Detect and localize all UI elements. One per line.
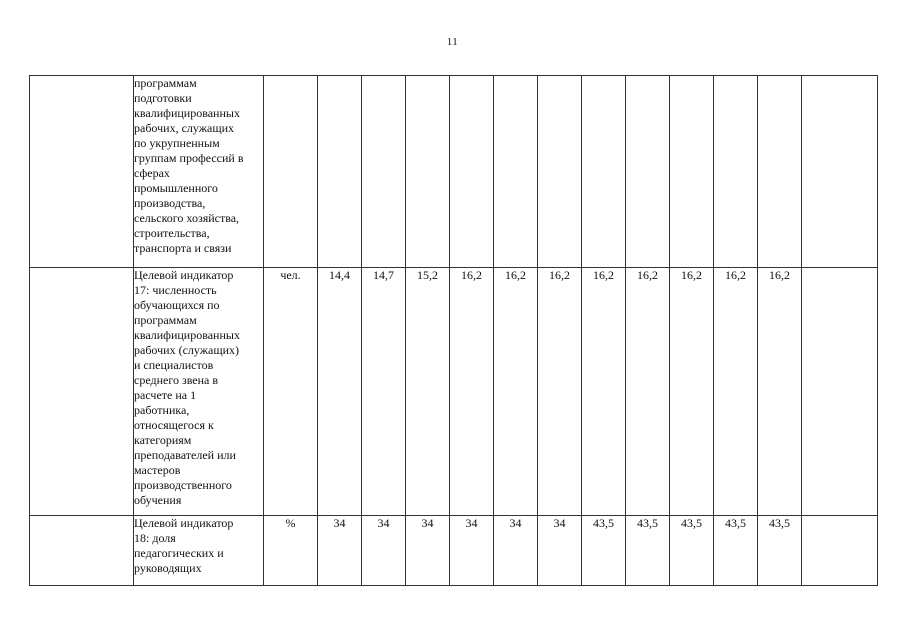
value-cell [714,76,758,268]
value-cell: 43,5 [582,516,626,586]
value-cell: 16,2 [670,268,714,516]
value-cell [758,76,802,268]
description-text: программам подготовки квалифицированных рабочих, служащих по укрупненным группам профессий в сферах промышленного производства, сельского хозяйства, строительства, транспорта и связи [134,76,244,255]
value-cell [670,76,714,268]
unit-cell [264,76,318,268]
value-cell [450,76,494,268]
value-cell [406,76,450,268]
value-cell [802,268,878,516]
value-cell: 43,5 [714,516,758,586]
value-cell: 16,2 [538,268,582,516]
unit-cell: чел. [264,268,318,516]
description-cell [134,268,264,516]
value-cell [626,76,670,268]
description-cell [134,516,264,586]
value-cell [802,516,878,586]
description-text: Целевой индикатор 17: численность обучающихся по программам квалифицированных рабочих (служащих) и специалистов среднего звена в расчете на 1 работника, относящегося к категориям преподавателей или мастеров производственного обучения [134,268,240,507]
page-number: 11 [446,36,459,48]
value-cell: 34 [406,516,450,586]
index-cell [30,268,134,516]
value-cell: 15,2 [406,268,450,516]
value-cell: 34 [450,516,494,586]
value-cell [582,76,626,268]
value-cell: 34 [538,516,582,586]
value-cell: 34 [494,516,538,586]
value-cell [362,76,406,268]
value-cell: 34 [318,516,362,586]
indicator-table [29,75,878,586]
value-cell: 16,2 [758,268,802,516]
value-cell: 43,5 [670,516,714,586]
value-cell: 34 [362,516,406,586]
description-text: Целевой индикатор 18: доля педагогических и руководящих [134,516,234,575]
value-cell: 16,2 [494,268,538,516]
unit-cell: % [264,516,318,586]
value-cell: 14,7 [362,268,406,516]
table-row [30,76,878,268]
description-cell [134,76,264,268]
value-cell: 43,5 [626,516,670,586]
index-cell [30,516,134,586]
value-cell: 16,2 [714,268,758,516]
table-row [30,516,878,586]
value-cell [318,76,362,268]
value-cell [494,76,538,268]
value-cell: 16,2 [450,268,494,516]
table-row [30,268,878,516]
value-cell [538,76,582,268]
value-cell [802,76,878,268]
value-cell: 14,4 [318,268,362,516]
value-cell: 16,2 [626,268,670,516]
value-cell: 43,5 [758,516,802,586]
index-cell [30,76,134,268]
value-cell: 16,2 [582,268,626,516]
